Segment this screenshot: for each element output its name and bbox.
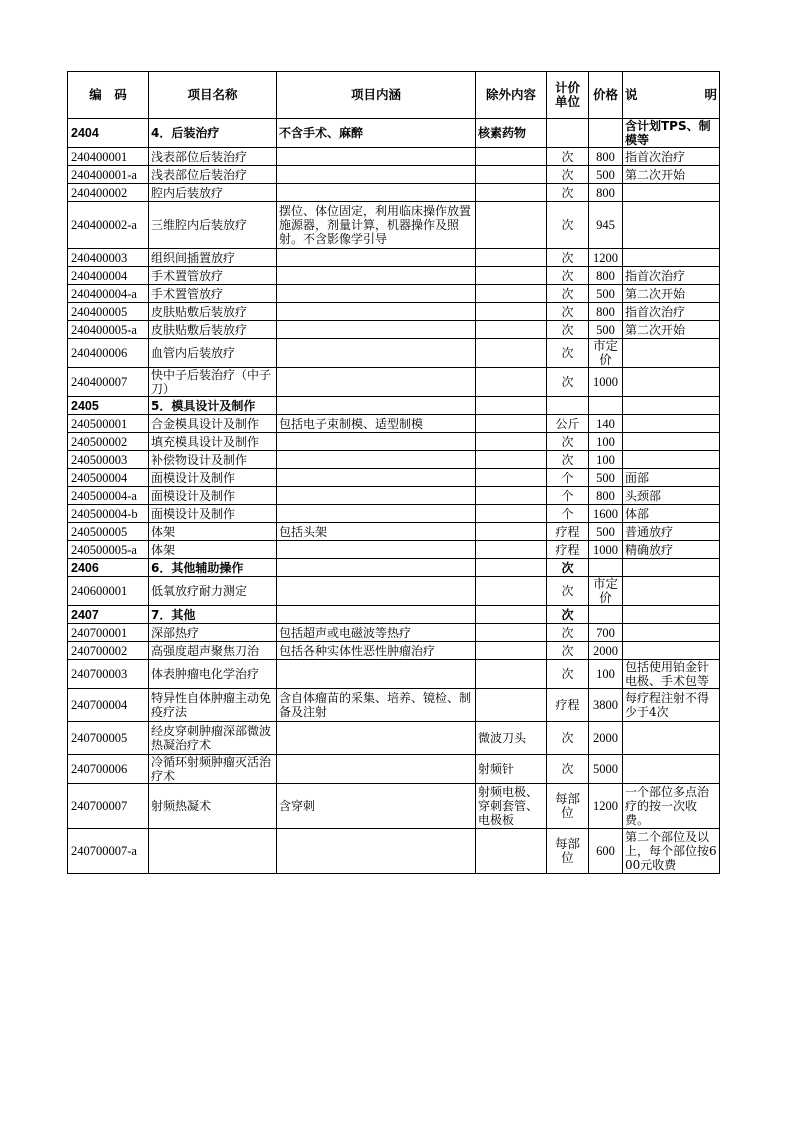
cell-excluded bbox=[476, 559, 547, 577]
table-row bbox=[68, 487, 720, 505]
cell-unit: 每部位 bbox=[547, 829, 589, 874]
table-row bbox=[68, 829, 720, 874]
cell-excluded bbox=[476, 267, 547, 285]
cell-content bbox=[277, 559, 476, 577]
cell-content bbox=[277, 660, 476, 689]
cell-unit: 每部位 bbox=[547, 784, 589, 829]
cell-excluded bbox=[476, 321, 547, 339]
cell-note bbox=[623, 642, 720, 660]
cell-excluded: 核素药物 bbox=[476, 119, 547, 148]
cell-content bbox=[277, 469, 476, 487]
cell-code: 240400002 bbox=[68, 184, 149, 202]
cell-content bbox=[277, 487, 476, 505]
cell-content bbox=[277, 339, 476, 368]
cell-price: 3800 bbox=[589, 689, 623, 722]
cell-name: 腔内后装放疗 bbox=[149, 184, 277, 202]
cell-note: 含计划TPS、制模等 bbox=[623, 119, 720, 148]
cell-note bbox=[623, 397, 720, 415]
cell-note bbox=[623, 184, 720, 202]
cell-name: 6．其他辅助操作 bbox=[149, 559, 277, 577]
cell-price bbox=[589, 119, 623, 148]
table-row bbox=[68, 166, 720, 184]
cell-unit: 次 bbox=[547, 642, 589, 660]
cell-excluded bbox=[476, 487, 547, 505]
table-row bbox=[68, 577, 720, 606]
cell-content bbox=[277, 321, 476, 339]
cell-name bbox=[149, 829, 277, 874]
section-row bbox=[68, 119, 720, 148]
cell-name: 快中子后装治疗（中子刀） bbox=[149, 368, 277, 397]
header-row bbox=[68, 72, 720, 119]
cell-code: 2406 bbox=[68, 559, 149, 577]
cell-unit: 次 bbox=[547, 184, 589, 202]
cell-content bbox=[277, 368, 476, 397]
header-code: 编 码 bbox=[68, 72, 149, 119]
cell-content bbox=[277, 606, 476, 624]
header-content: 项目内涵 bbox=[277, 72, 476, 119]
table-row bbox=[68, 368, 720, 397]
cell-excluded bbox=[476, 606, 547, 624]
cell-name: 组织间插置放疗 bbox=[149, 249, 277, 267]
cell-unit: 次 bbox=[547, 559, 589, 577]
cell-code: 2405 bbox=[68, 397, 149, 415]
cell-note: 头颈部 bbox=[623, 487, 720, 505]
cell-excluded bbox=[476, 541, 547, 559]
cell-unit: 个 bbox=[547, 469, 589, 487]
cell-excluded bbox=[476, 249, 547, 267]
cell-content bbox=[277, 285, 476, 303]
cell-name: 合金模具设计及制作 bbox=[149, 415, 277, 433]
cell-excluded bbox=[476, 642, 547, 660]
cell-code: 240500005-a bbox=[68, 541, 149, 559]
cell-name: 体架 bbox=[149, 541, 277, 559]
cell-price: 800 bbox=[589, 184, 623, 202]
cell-unit: 次 bbox=[547, 722, 589, 755]
cell-price: 600 bbox=[589, 829, 623, 874]
cell-price: 800 bbox=[589, 148, 623, 166]
cell-content bbox=[277, 755, 476, 784]
cell-note: 第二次开始 bbox=[623, 285, 720, 303]
cell-content bbox=[277, 451, 476, 469]
cell-note: 指首次治疗 bbox=[623, 303, 720, 321]
cell-name: 皮肤贴敷后装放疗 bbox=[149, 303, 277, 321]
cell-price bbox=[589, 397, 623, 415]
cell-price: 1200 bbox=[589, 249, 623, 267]
cell-excluded bbox=[476, 433, 547, 451]
cell-note bbox=[623, 559, 720, 577]
cell-content bbox=[277, 397, 476, 415]
cell-code: 240700007-a bbox=[68, 829, 149, 874]
cell-content: 含自体瘤苗的采集、培养、镜检、制备及注射 bbox=[277, 689, 476, 722]
cell-excluded bbox=[476, 469, 547, 487]
cell-unit: 次 bbox=[547, 624, 589, 642]
cell-code: 240500001 bbox=[68, 415, 149, 433]
cell-unit: 次 bbox=[547, 267, 589, 285]
cell-note: 指首次治疗 bbox=[623, 267, 720, 285]
cell-content bbox=[277, 577, 476, 606]
cell-excluded bbox=[476, 829, 547, 874]
cell-content: 摆位、体位固定，利用临床操作放置施源器，剂量计算，机器操作及照射。不含影像学引导 bbox=[277, 202, 476, 249]
cell-unit: 个 bbox=[547, 505, 589, 523]
cell-name: 补偿物设计及制作 bbox=[149, 451, 277, 469]
header-excluded: 除外内容 bbox=[476, 72, 547, 119]
cell-content bbox=[277, 722, 476, 755]
cell-note bbox=[623, 249, 720, 267]
cell-excluded bbox=[476, 523, 547, 541]
cell-excluded bbox=[476, 397, 547, 415]
cell-note bbox=[623, 451, 720, 469]
cell-price: 2000 bbox=[589, 642, 623, 660]
table-row bbox=[68, 321, 720, 339]
cell-unit: 次 bbox=[547, 166, 589, 184]
cell-unit: 次 bbox=[547, 249, 589, 267]
table-row bbox=[68, 469, 720, 487]
cell-note bbox=[623, 202, 720, 249]
cell-code: 2404 bbox=[68, 119, 149, 148]
table-row bbox=[68, 184, 720, 202]
cell-content bbox=[277, 267, 476, 285]
cell-code: 240400001 bbox=[68, 148, 149, 166]
cell-content: 不含手术、麻醉 bbox=[277, 119, 476, 148]
cell-unit: 次 bbox=[547, 577, 589, 606]
cell-unit: 次 bbox=[547, 755, 589, 784]
cell-excluded bbox=[476, 451, 547, 469]
table-row bbox=[68, 202, 720, 249]
cell-code: 240700007 bbox=[68, 784, 149, 829]
header-name: 项目名称 bbox=[149, 72, 277, 119]
cell-content bbox=[277, 829, 476, 874]
cell-code: 240400001-a bbox=[68, 166, 149, 184]
cell-code: 240500002 bbox=[68, 433, 149, 451]
cell-price: 500 bbox=[589, 321, 623, 339]
header-note-left: 说 bbox=[625, 87, 638, 102]
cell-code: 240400003 bbox=[68, 249, 149, 267]
cell-note: 面部 bbox=[623, 469, 720, 487]
cell-code: 240700004 bbox=[68, 689, 149, 722]
cell-name: 4．后装治疗 bbox=[149, 119, 277, 148]
cell-name: 血管内后装放疗 bbox=[149, 339, 277, 368]
cell-name: 低氧放疗耐力测定 bbox=[149, 577, 277, 606]
table-row bbox=[68, 689, 720, 722]
cell-excluded bbox=[476, 624, 547, 642]
cell-note: 第二次开始 bbox=[623, 166, 720, 184]
cell-note bbox=[623, 624, 720, 642]
cell-name: 特异性自体肿瘤主动免疫疗法 bbox=[149, 689, 277, 722]
table-row bbox=[68, 784, 720, 829]
cell-price: 700 bbox=[589, 624, 623, 642]
section-row bbox=[68, 606, 720, 624]
cell-unit: 次 bbox=[547, 321, 589, 339]
cell-excluded bbox=[476, 689, 547, 722]
cell-note bbox=[623, 433, 720, 451]
cell-name: 深部热疗 bbox=[149, 624, 277, 642]
header-note bbox=[623, 72, 720, 119]
header-note-right: 明 bbox=[704, 87, 717, 102]
cell-price: 2000 bbox=[589, 722, 623, 755]
cell-price: 945 bbox=[589, 202, 623, 249]
cell-note: 体部 bbox=[623, 505, 720, 523]
cell-name: 5．模具设计及制作 bbox=[149, 397, 277, 415]
header-price: 价格 bbox=[589, 72, 623, 119]
cell-content: 包括头架 bbox=[277, 523, 476, 541]
cell-code: 240500003 bbox=[68, 451, 149, 469]
cell-note: 普通放疗 bbox=[623, 523, 720, 541]
cell-content bbox=[277, 184, 476, 202]
cell-code: 240400006 bbox=[68, 339, 149, 368]
cell-name: 射频热凝术 bbox=[149, 784, 277, 829]
cell-note: 指首次治疗 bbox=[623, 148, 720, 166]
cell-price: 市定价 bbox=[589, 577, 623, 606]
cell-name: 浅表部位后装治疗 bbox=[149, 166, 277, 184]
cell-name: 面模设计及制作 bbox=[149, 487, 277, 505]
cell-code: 240400004-a bbox=[68, 285, 149, 303]
cell-code: 240700006 bbox=[68, 755, 149, 784]
cell-unit bbox=[547, 119, 589, 148]
cell-name: 皮肤贴敷后装放疗 bbox=[149, 321, 277, 339]
table-row bbox=[68, 433, 720, 451]
cell-name: 手术置管放疗 bbox=[149, 267, 277, 285]
cell-content: 包括各种实体性恶性肿瘤治疗 bbox=[277, 642, 476, 660]
section-row bbox=[68, 559, 720, 577]
cell-code: 2407 bbox=[68, 606, 149, 624]
cell-excluded bbox=[476, 166, 547, 184]
cell-excluded: 微波刀头 bbox=[476, 722, 547, 755]
cell-unit: 次 bbox=[547, 202, 589, 249]
table-row bbox=[68, 451, 720, 469]
cell-unit: 次 bbox=[547, 606, 589, 624]
cell-code: 240500004-b bbox=[68, 505, 149, 523]
cell-note bbox=[623, 577, 720, 606]
table-row bbox=[68, 303, 720, 321]
cell-excluded bbox=[476, 505, 547, 523]
cell-code: 240500005 bbox=[68, 523, 149, 541]
table-row bbox=[68, 722, 720, 755]
table-row bbox=[68, 660, 720, 689]
table-row bbox=[68, 624, 720, 642]
cell-unit: 次 bbox=[547, 303, 589, 321]
cell-excluded bbox=[476, 303, 547, 321]
cell-price: 市定价 bbox=[589, 339, 623, 368]
price-table bbox=[67, 71, 720, 874]
table-row bbox=[68, 755, 720, 784]
cell-price: 1000 bbox=[589, 368, 623, 397]
cell-unit: 个 bbox=[547, 487, 589, 505]
cell-code: 240400004 bbox=[68, 267, 149, 285]
cell-note: 每疗程注射不得少于4次 bbox=[623, 689, 720, 722]
table-row bbox=[68, 523, 720, 541]
cell-excluded bbox=[476, 415, 547, 433]
table-row bbox=[68, 148, 720, 166]
cell-price: 1600 bbox=[589, 505, 623, 523]
cell-price: 100 bbox=[589, 433, 623, 451]
cell-note bbox=[623, 339, 720, 368]
cell-note: 第二个部位及以上，每个部位按600元收费 bbox=[623, 829, 720, 874]
cell-excluded bbox=[476, 339, 547, 368]
cell-price bbox=[589, 606, 623, 624]
cell-code: 240700001 bbox=[68, 624, 149, 642]
cell-name: 面模设计及制作 bbox=[149, 505, 277, 523]
cell-code: 240700002 bbox=[68, 642, 149, 660]
cell-name: 手术置管放疗 bbox=[149, 285, 277, 303]
cell-code: 240400005 bbox=[68, 303, 149, 321]
table-row bbox=[68, 285, 720, 303]
cell-content: 包括超声或电磁波等热疗 bbox=[277, 624, 476, 642]
cell-note: 精确放疗 bbox=[623, 541, 720, 559]
cell-price: 800 bbox=[589, 487, 623, 505]
cell-excluded: 射频电极、穿刺套管、电极板 bbox=[476, 784, 547, 829]
cell-price: 5000 bbox=[589, 755, 623, 784]
cell-content: 含穿刺 bbox=[277, 784, 476, 829]
cell-excluded bbox=[476, 148, 547, 166]
cell-name: 体架 bbox=[149, 523, 277, 541]
cell-code: 240400007 bbox=[68, 368, 149, 397]
cell-content bbox=[277, 148, 476, 166]
cell-note: 第二次开始 bbox=[623, 321, 720, 339]
cell-unit: 疗程 bbox=[547, 523, 589, 541]
cell-code: 240700003 bbox=[68, 660, 149, 689]
cell-unit: 次 bbox=[547, 433, 589, 451]
cell-price: 500 bbox=[589, 166, 623, 184]
table-row bbox=[68, 541, 720, 559]
cell-unit: 次 bbox=[547, 285, 589, 303]
cell-excluded bbox=[476, 202, 547, 249]
cell-content: 包括电子束制模、适型制模 bbox=[277, 415, 476, 433]
cell-price: 100 bbox=[589, 660, 623, 689]
cell-unit: 疗程 bbox=[547, 541, 589, 559]
cell-code: 240500004-a bbox=[68, 487, 149, 505]
table-body bbox=[68, 119, 720, 874]
cell-note: 一个部位多点治疗的按一次收费。 bbox=[623, 784, 720, 829]
cell-price: 140 bbox=[589, 415, 623, 433]
cell-excluded bbox=[476, 577, 547, 606]
table-row bbox=[68, 642, 720, 660]
cell-code: 240500004 bbox=[68, 469, 149, 487]
cell-code: 240600001 bbox=[68, 577, 149, 606]
table-row bbox=[68, 267, 720, 285]
cell-excluded bbox=[476, 285, 547, 303]
cell-name: 7．其他 bbox=[149, 606, 277, 624]
cell-unit: 次 bbox=[547, 451, 589, 469]
cell-note: 包括使用铂金针电极、手术包等 bbox=[623, 660, 720, 689]
cell-unit: 次 bbox=[547, 660, 589, 689]
cell-unit: 次 bbox=[547, 368, 589, 397]
cell-name: 填充模具设计及制作 bbox=[149, 433, 277, 451]
cell-note bbox=[623, 415, 720, 433]
table-row bbox=[68, 415, 720, 433]
cell-name: 冷循环射频肿瘤灭活治疗术 bbox=[149, 755, 277, 784]
cell-excluded bbox=[476, 368, 547, 397]
cell-note bbox=[623, 606, 720, 624]
cell-code: 240400005-a bbox=[68, 321, 149, 339]
cell-unit: 疗程 bbox=[547, 689, 589, 722]
cell-name: 面模设计及制作 bbox=[149, 469, 277, 487]
cell-excluded bbox=[476, 184, 547, 202]
cell-name: 经皮穿刺肿瘤深部微波热凝治疗术 bbox=[149, 722, 277, 755]
table-row bbox=[68, 339, 720, 368]
cell-code: 240400002-a bbox=[68, 202, 149, 249]
cell-note bbox=[623, 722, 720, 755]
cell-price: 500 bbox=[589, 523, 623, 541]
cell-name: 体表肿瘤电化学治疗 bbox=[149, 660, 277, 689]
cell-price: 500 bbox=[589, 285, 623, 303]
table-row bbox=[68, 505, 720, 523]
cell-unit: 次 bbox=[547, 148, 589, 166]
cell-content bbox=[277, 303, 476, 321]
cell-content bbox=[277, 505, 476, 523]
cell-price: 1000 bbox=[589, 541, 623, 559]
header-unit: 计价单位 bbox=[547, 72, 589, 119]
cell-content bbox=[277, 166, 476, 184]
cell-price: 800 bbox=[589, 303, 623, 321]
cell-name: 浅表部位后装治疗 bbox=[149, 148, 277, 166]
cell-content bbox=[277, 541, 476, 559]
cell-note bbox=[623, 368, 720, 397]
cell-unit: 公斤 bbox=[547, 415, 589, 433]
cell-name: 三维腔内后装放疗 bbox=[149, 202, 277, 249]
cell-excluded bbox=[476, 660, 547, 689]
cell-code: 240700005 bbox=[68, 722, 149, 755]
cell-price: 800 bbox=[589, 267, 623, 285]
cell-excluded: 射频针 bbox=[476, 755, 547, 784]
cell-note bbox=[623, 755, 720, 784]
cell-price: 500 bbox=[589, 469, 623, 487]
cell-price bbox=[589, 559, 623, 577]
cell-unit bbox=[547, 397, 589, 415]
cell-content bbox=[277, 433, 476, 451]
cell-price: 1200 bbox=[589, 784, 623, 829]
cell-price: 100 bbox=[589, 451, 623, 469]
cell-content bbox=[277, 249, 476, 267]
section-row bbox=[68, 397, 720, 415]
table-row bbox=[68, 249, 720, 267]
cell-name: 高强度超声聚焦刀治 bbox=[149, 642, 277, 660]
cell-unit: 次 bbox=[547, 339, 589, 368]
